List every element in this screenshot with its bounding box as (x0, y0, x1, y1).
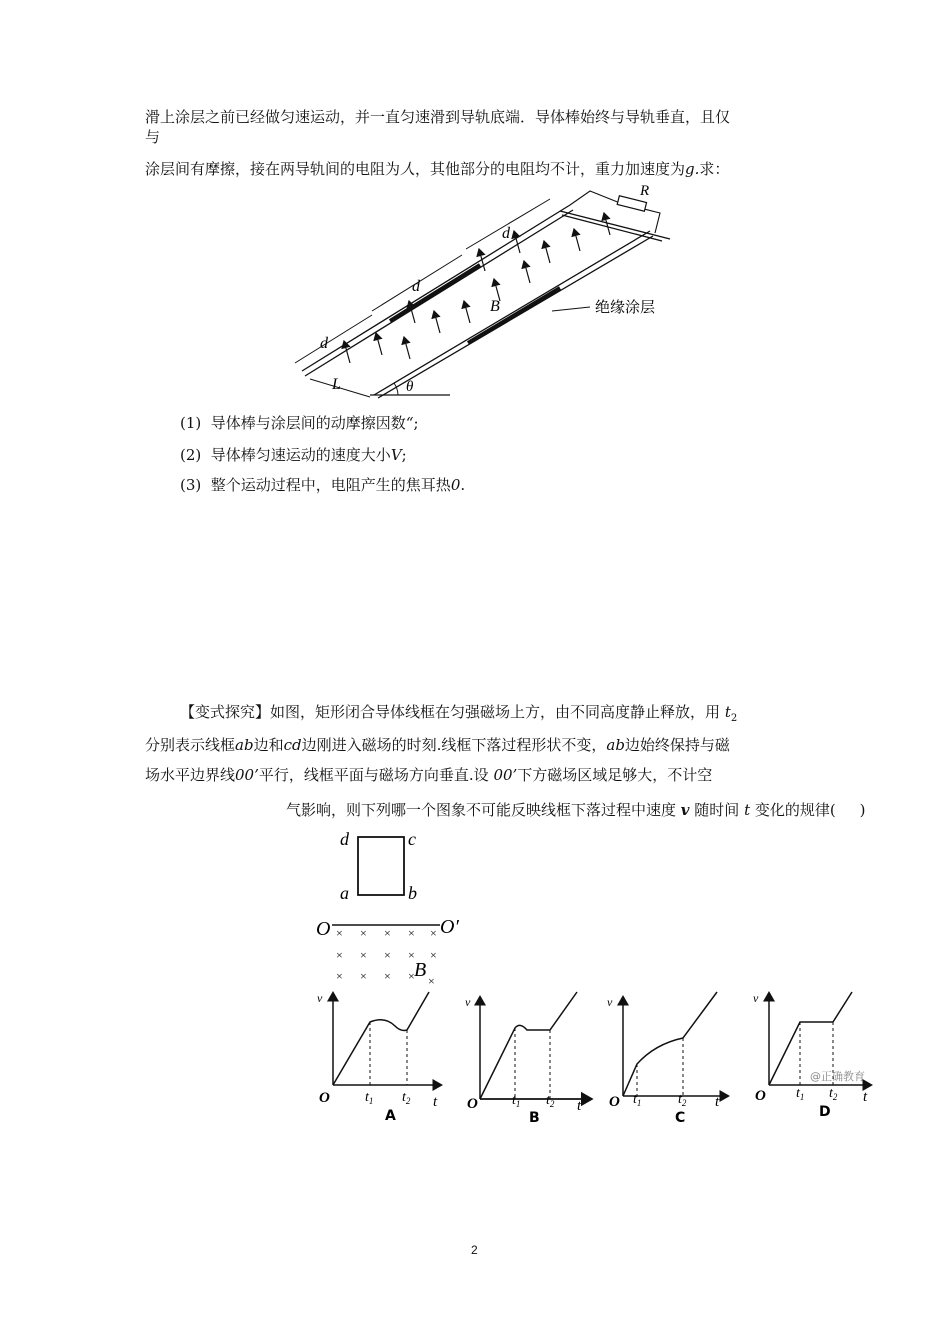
variant-line-1 (180, 703, 737, 728)
question-var: V (390, 446, 402, 464)
paragraph-line-1-wrap (145, 128, 160, 146)
paragraph-line-2 (145, 160, 729, 178)
svg-text:×: × (430, 926, 437, 940)
text-segment: 随时间 (694, 801, 740, 819)
text-segment: 场水平边界线 (145, 766, 236, 784)
question-tail: ; (413, 414, 419, 432)
coating-leader (552, 307, 590, 311)
wire-frame (358, 837, 404, 895)
t1-label: $t_1$ (796, 1086, 805, 1102)
curve (333, 992, 429, 1085)
dim-line-d1 (295, 315, 372, 363)
label-a: a (340, 883, 349, 903)
inclined-rail-figure (270, 183, 690, 403)
origin-label: O (755, 1088, 766, 1104)
text-segment: 下方磁场区域足够大，不计空 (517, 766, 713, 784)
question-tail: . (460, 476, 466, 494)
time-var: t (744, 801, 751, 819)
t1-label: $t_1$ (633, 1092, 642, 1108)
t-label: t (577, 1098, 582, 1114)
text-segment: 边刚进入磁场的时刻.线框下落过程形状不变， (301, 736, 607, 754)
near-rail-edge (378, 236, 656, 398)
t2-label: $t_2$ (678, 1092, 687, 1108)
svg-text:×: × (384, 969, 391, 983)
graph-A (317, 991, 440, 1124)
svg-text:×: × (360, 926, 367, 940)
label-B: B (490, 298, 500, 315)
label-b: b (408, 883, 417, 903)
svg-text:×: × (384, 926, 391, 940)
time-var: t (724, 703, 731, 721)
t2-label: $t_2$ (402, 1090, 411, 1106)
v-label: v (465, 995, 471, 1009)
variant-title: 【变式探究】 (180, 703, 271, 721)
label-coating: 绝缘涂层 (595, 298, 656, 316)
velocity-var: v (680, 801, 690, 819)
text-segment: ，其他部分的电阻均不计，重力加速度为 (415, 160, 686, 178)
text-segment: 求： (699, 160, 730, 178)
question-var: “ (405, 414, 414, 432)
vt-graphs (315, 988, 875, 1128)
t1-label: $t_1$ (512, 1093, 521, 1109)
label-d: d (340, 829, 349, 849)
text-segment: 边始终保持与磁 (624, 736, 730, 754)
v-label: v (607, 995, 613, 1009)
text-segment: 分别表示线框 (145, 736, 236, 754)
origin-label: O (319, 1090, 330, 1106)
caption-B: B (529, 1110, 540, 1126)
text-segment: 变化的规律( (754, 801, 836, 819)
text-segment: 滑上涂层之前已经做匀速运动，并一直匀速滑到导轨底端．导体棒始终与导轨垂直，且仅 (145, 108, 731, 126)
text-segment: 与 (145, 128, 161, 146)
origin-label: O (467, 1096, 478, 1112)
page-number: 2 (471, 1243, 478, 1257)
question-var: 0 (450, 476, 461, 494)
svg-text:×: × (360, 948, 367, 962)
variant-line-3 (145, 766, 712, 784)
question-3 (180, 476, 465, 494)
edge-cd: cd (283, 736, 302, 754)
question-tail: ; (401, 446, 407, 464)
variant-line-2 (145, 736, 730, 754)
svg-text:×: × (336, 948, 343, 962)
resistance-var: 人 (400, 160, 416, 178)
conductor-bar (560, 211, 670, 239)
svg-text:×: × (408, 969, 415, 983)
label-c: c (408, 829, 416, 849)
text-segment: ) (859, 801, 866, 819)
far-rail-edge (305, 210, 573, 376)
graph-C (607, 992, 727, 1126)
svg-text:×: × (384, 948, 391, 962)
label-theta: θ (406, 379, 414, 395)
label-d2: d (412, 278, 420, 295)
t2-label: $t_2$ (829, 1086, 838, 1102)
boundary-oo: 00’ (493, 766, 518, 784)
question-2 (180, 446, 407, 464)
question-text: 导体棒匀速运动的速度大小 (210, 446, 391, 464)
question-1 (180, 414, 419, 432)
t-label: t (433, 1094, 438, 1110)
edge-ab: ab (606, 736, 625, 754)
graph-D (753, 991, 870, 1120)
label-d1: d (320, 335, 328, 352)
conductor-bar-edge (562, 215, 662, 241)
watermark: @正确教育 (810, 1070, 865, 1083)
svg-text:×: × (336, 969, 343, 983)
paragraph-line-1 (145, 108, 730, 126)
time-subscript: 2 (730, 713, 738, 724)
question-number: (1) (180, 414, 202, 432)
text-segment: 涂层间有摩擦，接在两导轨间的电阻为 (145, 160, 401, 178)
variant-line-4 (286, 801, 865, 819)
svg-text:×: × (408, 948, 415, 962)
v-label: v (317, 991, 323, 1005)
t-label: t (715, 1094, 720, 1110)
field-arrows (344, 213, 610, 363)
t2-label: $t_2$ (546, 1093, 555, 1109)
caption-A: A (385, 1108, 396, 1124)
svg-text:×: × (430, 948, 437, 962)
far-rail (302, 205, 570, 371)
coating-stripe-near (468, 288, 560, 343)
text-segment: 平行，线框平面与磁场方向垂直.设 (258, 766, 489, 784)
svg-text:×: × (360, 969, 367, 983)
gravity-var: g. (685, 160, 700, 178)
text-segment: 气影响，则下列哪一个图象不可能反映线框下落过程中速度 (286, 801, 677, 819)
text-segment: 如图，矩形闭合导体线框在匀强磁场上方，由不同高度静止释放，用 (270, 703, 721, 721)
v-label: v (753, 991, 759, 1005)
label-d3: d (502, 225, 510, 242)
question-text: 导体棒与涂层间的动摩擦因数 (210, 414, 406, 432)
label-L: L (332, 376, 341, 393)
origin-label: O (609, 1094, 620, 1110)
label-R: R (640, 183, 650, 199)
question-number: (3) (180, 476, 202, 494)
curve (623, 992, 717, 1096)
question-number: (2) (180, 446, 202, 464)
frame-field-figure (310, 825, 470, 990)
graph-B (465, 992, 590, 1126)
t-label: t (863, 1089, 868, 1105)
t1-label: $t_1$ (365, 1090, 374, 1106)
svg-text:×: × (408, 926, 415, 940)
label-B-field: B (414, 959, 427, 981)
edge-ab: ab (235, 736, 254, 754)
label-O-prime: O′ (440, 916, 459, 938)
curve (480, 992, 577, 1099)
angle-arc (394, 383, 398, 395)
svg-text:×: × (428, 974, 435, 988)
svg-text:×: × (336, 926, 343, 940)
question-text: 整个运动过程中，电阻产生的焦耳热 (210, 476, 451, 494)
label-O: O (316, 918, 331, 940)
caption-D: D (819, 1104, 831, 1120)
caption-C: C (675, 1110, 686, 1126)
boundary-oo: 00’ (235, 766, 259, 784)
text-segment: 边和 (253, 736, 284, 754)
